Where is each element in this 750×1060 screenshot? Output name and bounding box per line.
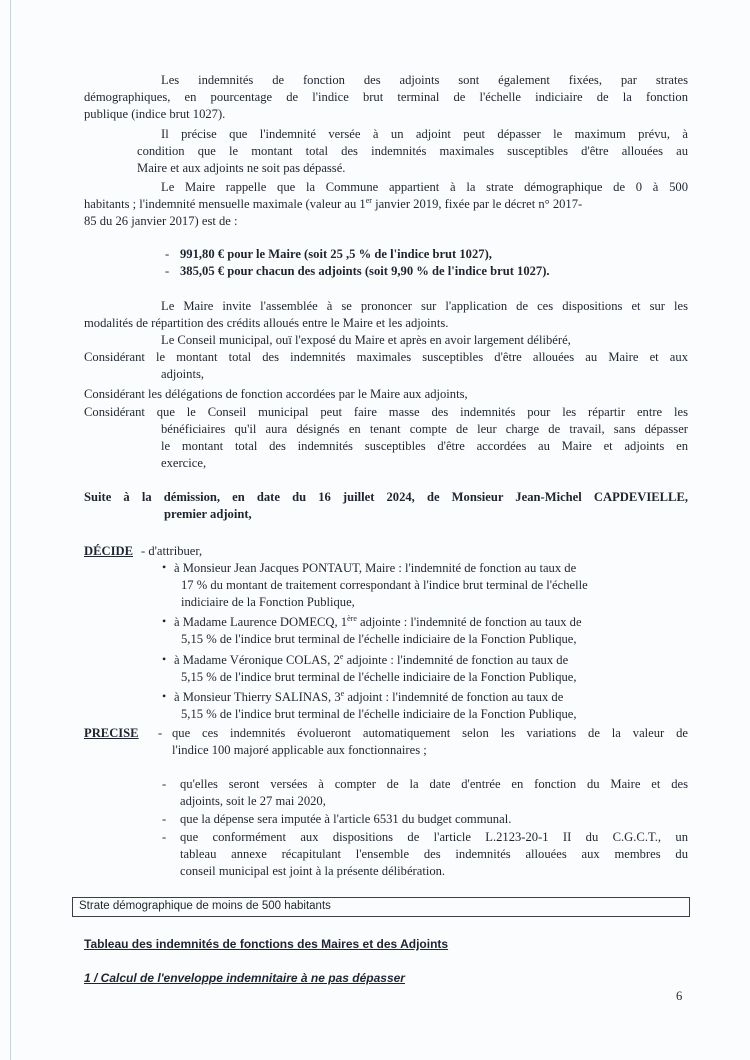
precise-label: PRECISE — [84, 726, 139, 740]
precise-item-3-line3: conseil municipal est joint à la présente délibération. — [180, 864, 446, 878]
dash-bullet: - — [165, 247, 170, 261]
bullet-dot: • — [162, 689, 167, 703]
suite-line1: Suite à la démission, en date du 16 juillet 2024, de Monsieur Jean-Michel CAPDEVIELLE, — [84, 490, 688, 504]
considerant-3-line3: le montant total des indemnités susceptibles d'être accordées au Maire et adjoints en — [161, 439, 688, 453]
decide-item-1-line3: indiciaire de la Fonction Publique, — [181, 595, 355, 609]
para3-line1: Le Maire rappelle que la Commune appartient à la strate démographique de 0 à 500 — [161, 180, 688, 194]
considerant-1-line2: adjoints, — [161, 367, 205, 381]
para4-line3: Le Conseil municipal, ouï l'exposé du Maire et après en avoir largement délibéré, — [161, 333, 571, 347]
calc-title: 1 / Calcul de l'enveloppe indemnitaire à ne pas dépasser — [84, 971, 405, 985]
considerant-3-line4: exercice, — [161, 456, 207, 470]
suite-line2: premier adjoint, — [164, 507, 252, 521]
amount-adjoints: 385,05 € pour chacun des adjoints (soit 9,90 % de l'indice brut 1027). — [180, 264, 550, 278]
dash-bullet: - — [162, 830, 167, 844]
para3-line2: habitants ; l'indemnité mensuelle maximale (valeur au 1er janvier 2019, fixée par le décret n° 2017- — [84, 195, 583, 211]
considerant-3-line2: bénéficiaires qu'il aura désignés en tenant compte de leur charge de travail, sans dépasser — [161, 422, 688, 436]
decide-intro: - d'attribuer, — [141, 544, 203, 558]
decide-item-1-line1: à Monsieur Jean Jacques PONTAUT, Maire : l'indemnité de fonction au taux de — [174, 561, 577, 575]
dash-bullet: - — [165, 264, 170, 278]
precise-item-1-line1: qu'elles seront versées à compter de la date d'entrée en fonction du Maire et des — [180, 777, 688, 791]
precise-item-3-line2: tableau annexe récapitulant l'ensemble des indemnités allouées aux membres du — [180, 847, 688, 861]
dash-bullet: - — [162, 812, 167, 826]
page-edge-line — [10, 0, 11, 1060]
para3-line3: 85 du 26 janvier 2017) est de : — [84, 214, 238, 228]
page-number: 6 — [676, 989, 683, 1003]
para4-line1: Le Maire invite l'assemblée à se prononcer sur l'application de ces dispositions et sur les — [161, 299, 688, 313]
bullet-dot: • — [162, 652, 167, 666]
considerant-2: Considérant les délégations de fonction accordées par le Maire aux adjoints, — [84, 387, 468, 401]
para1-line1: Les indemnités de fonction des adjoints sont également fixées, par strates — [161, 73, 688, 87]
para4-line2: modalités de répartition des crédits alloués entre le Maire et les adjoints. — [84, 316, 449, 330]
dash-bullet: - — [158, 726, 163, 740]
decide-item-3-line1: à Madame Véronique COLAS, 2e adjointe : l'indemnité de fonction au taux de — [174, 651, 569, 667]
considerant-3-line1: Considérant que le Conseil municipal peut faire masse des indemnités pour les répartir entre les — [84, 405, 688, 419]
table-title: Tableau des indemnités de fonctions des Maires et des Adjoints — [84, 937, 449, 951]
decide-item-3-line2: 5,15 % de l'indice brut terminal de l'échelle indiciaire de la Fonction Publique, — [181, 670, 577, 684]
decide-item-4-line1: à Monsieur Thierry SALINAS, 3e adjoint : l'indemnité de fonction au taux de — [174, 688, 564, 704]
bullet-dot: • — [162, 614, 167, 628]
decide-item-2-line2: 5,15 % de l'indice brut terminal de l'échelle indiciaire de la Fonction Publique, — [181, 632, 577, 646]
para2-line2: condition que le montant total des indemnités maximales susceptibles d'être allouées au — [137, 144, 688, 158]
decide-label: DÉCIDE — [84, 544, 133, 558]
para2-line1: Il précise que l'indemnité versée à un adjoint peut dépasser le maximum prévu, à — [161, 127, 688, 141]
precise-item-3-line1: que conformément aux dispositions de l'article L.2123-20-1 II du C.G.C.T., un — [180, 830, 688, 844]
bullet-dot: • — [162, 560, 167, 574]
precise-item-2: que la dépense sera imputée à l'article 6531 du budget communal. — [180, 812, 512, 826]
para1-line3: publique (indice brut 1027). — [84, 107, 226, 121]
decide-item-4-line2: 5,15 % de l'indice brut terminal de l'échelle indiciaire de la Fonction Publique, — [181, 707, 577, 721]
decide-item-2-line1: à Madame Laurence DOMECQ, 1ère adjointe : l'indemnité de fonction au taux de — [174, 613, 582, 629]
amount-maire: 991,80 € pour le Maire (soit 25 ,5 % de l'indice brut 1027), — [180, 247, 492, 261]
dash-bullet: - — [162, 777, 167, 791]
para1-line2: démographiques, en pourcentage de l'indice brut terminal de l'échelle indiciaire de la fonction — [84, 90, 688, 104]
strate-box-label: Strate démographique de moins de 500 habitants — [79, 900, 331, 912]
decide-item-1-line2: 17 % du montant de traitement correspondant à l'indice brut terminal de l'échelle — [181, 578, 588, 592]
considerant-1-line1: Considérant le montant total des indemnités maximales susceptibles d'être allouées au Maire et aux — [84, 350, 688, 364]
precise-item-1-line2: adjoints, soit le 27 mai 2020, — [180, 794, 326, 808]
precise-line1: que ces indemnités évolueront automatiquement selon les variations de la valeur de — [172, 726, 688, 740]
precise-line2: l'indice 100 majoré applicable aux fonctionnaires ; — [172, 743, 427, 757]
para2-line3: Maire et aux adjoints ne soit pas dépassé. — [137, 161, 346, 175]
